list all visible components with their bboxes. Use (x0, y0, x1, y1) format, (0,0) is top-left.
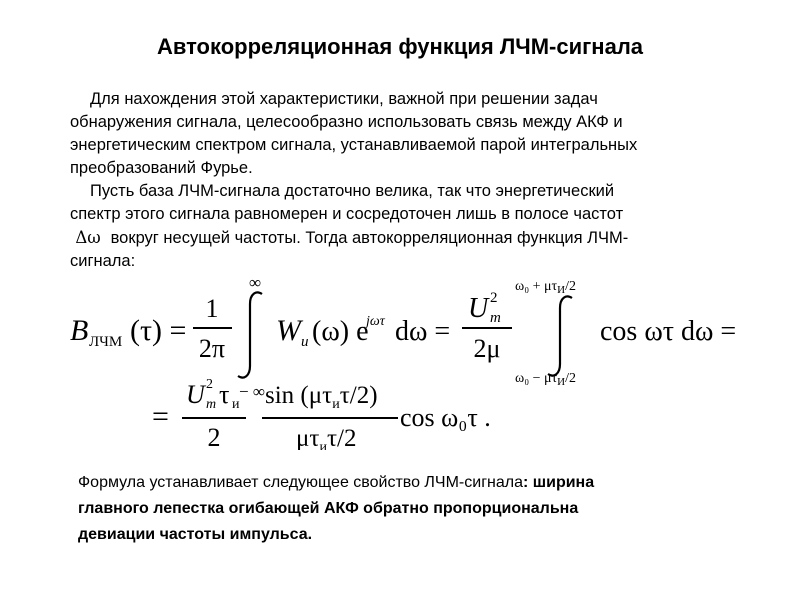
delta-omega-symbol: Δω (75, 228, 101, 247)
fraction-2-denominator: 2μ (473, 334, 501, 363)
acf-formula (0, 270, 800, 450)
fraction-1-denominator: 2π (198, 334, 226, 363)
row-2-equals: = (152, 400, 169, 433)
row-2-tail: cos ω₀τ . (400, 403, 491, 432)
lhs-symbol: B (70, 314, 89, 347)
integral-2-lower-sub: И (557, 376, 566, 388)
fraction-4-denominator-end: τ/2 (326, 425, 357, 450)
fraction-3-numerator-sub: m (206, 397, 217, 412)
fraction-2-numerator-sub: m (490, 310, 501, 326)
fraction-3-numerator-u: U (186, 380, 205, 409)
integral-2-sign (548, 296, 572, 375)
fraction-4-numerator-main: sin (μτ (265, 382, 333, 409)
paragraph-1-line: энергетическим спектром сигнала, устанавливаемой парой интегральных (70, 136, 638, 154)
fraction-4-numerator-sub: и (332, 397, 340, 412)
integral-2-lower-main: ω₀ − μτ (515, 371, 558, 386)
integral-2-upper-sub: И (557, 284, 566, 296)
conclusion-bold-3: девиации частоты импульса. (78, 526, 313, 543)
paragraph-1-line: Для нахождения этой характеристики, важной при решении задач (90, 90, 598, 108)
page-title: Автокорреляционная функция ЛЧМ-сигнала (156, 34, 644, 59)
fraction-1-numerator: 1 (205, 294, 219, 323)
integral-2-upper-end: /2 (565, 279, 576, 294)
integral-1-upper: ∞ (248, 273, 262, 292)
acf-formula-svg (0, 270, 800, 450)
fraction-2-numerator-sup: 2 (490, 290, 498, 306)
lhs-subscript: ЛЧМ (89, 334, 123, 350)
fraction-3-numerator-tau: τ (219, 380, 230, 409)
paragraph-2 (70, 180, 750, 273)
integral-1-lower: − ∞ (239, 382, 265, 401)
conclusion (78, 470, 758, 548)
conclusion-bold-1: ширина (528, 474, 595, 491)
integrand-1-rest: (ω) e (312, 316, 369, 347)
integrand-1-differential: dω = (395, 316, 451, 347)
integral-2-lower-end: /2 (565, 371, 576, 386)
paragraph-2-line: сигнала: (70, 252, 136, 270)
integral-2-upper-main: ω₀ + μτ (515, 279, 558, 294)
fraction-3-denominator: 2 (207, 423, 221, 450)
conclusion-bold-2: главного лепестка огибающей АКФ обратно пропорциональна (78, 500, 579, 517)
integrand-2: cos ωτ dω = (600, 316, 737, 347)
fraction-4-numerator (265, 382, 378, 412)
paragraph-2-line: Пусть база ЛЧМ-сигнала достаточно велика, так что энергетический (90, 182, 615, 200)
conclusion-colon: : (523, 474, 529, 491)
integrand-1-subscript: u (301, 334, 309, 350)
fraction-3-numerator-tau-sub: и (232, 397, 240, 412)
paragraph-2-line-3-text: вокруг несущей частоты. Тогда автокорреляционная функция ЛЧМ- (110, 229, 629, 247)
paragraph-1-line: обнаружения сигнала, целесообразно использовать связь между АКФ и (70, 113, 623, 131)
paragraph-2-line (70, 226, 750, 250)
integral-2-lower (515, 371, 576, 388)
integral-2-upper (515, 279, 576, 296)
lhs-argument: (τ) = (130, 314, 187, 347)
fraction-4-numerator-end: τ/2) (339, 382, 378, 409)
fraction-4-denominator-main: μτ (296, 425, 320, 450)
paragraph-1 (70, 88, 750, 180)
conclusion-text: Формула устанавливает следующее свойство ЛЧМ-сигнала (78, 474, 523, 491)
integrand-1-w: W (276, 314, 301, 347)
fraction-4-denominator (296, 425, 356, 450)
integrand-1-exponent: jωτ (366, 314, 385, 329)
paragraph-2-line: спектр этого сигнала равномерен и сосредоточен лишь в полосе частот (70, 205, 624, 223)
fraction-3-numerator-sup: 2 (206, 377, 213, 392)
fraction-2-numerator-u: U (468, 293, 489, 324)
integral-1-sign (238, 292, 262, 377)
fraction-4-denominator-sub: и (319, 440, 327, 450)
paragraph-1-line: преобразований Фурье. (70, 159, 253, 177)
